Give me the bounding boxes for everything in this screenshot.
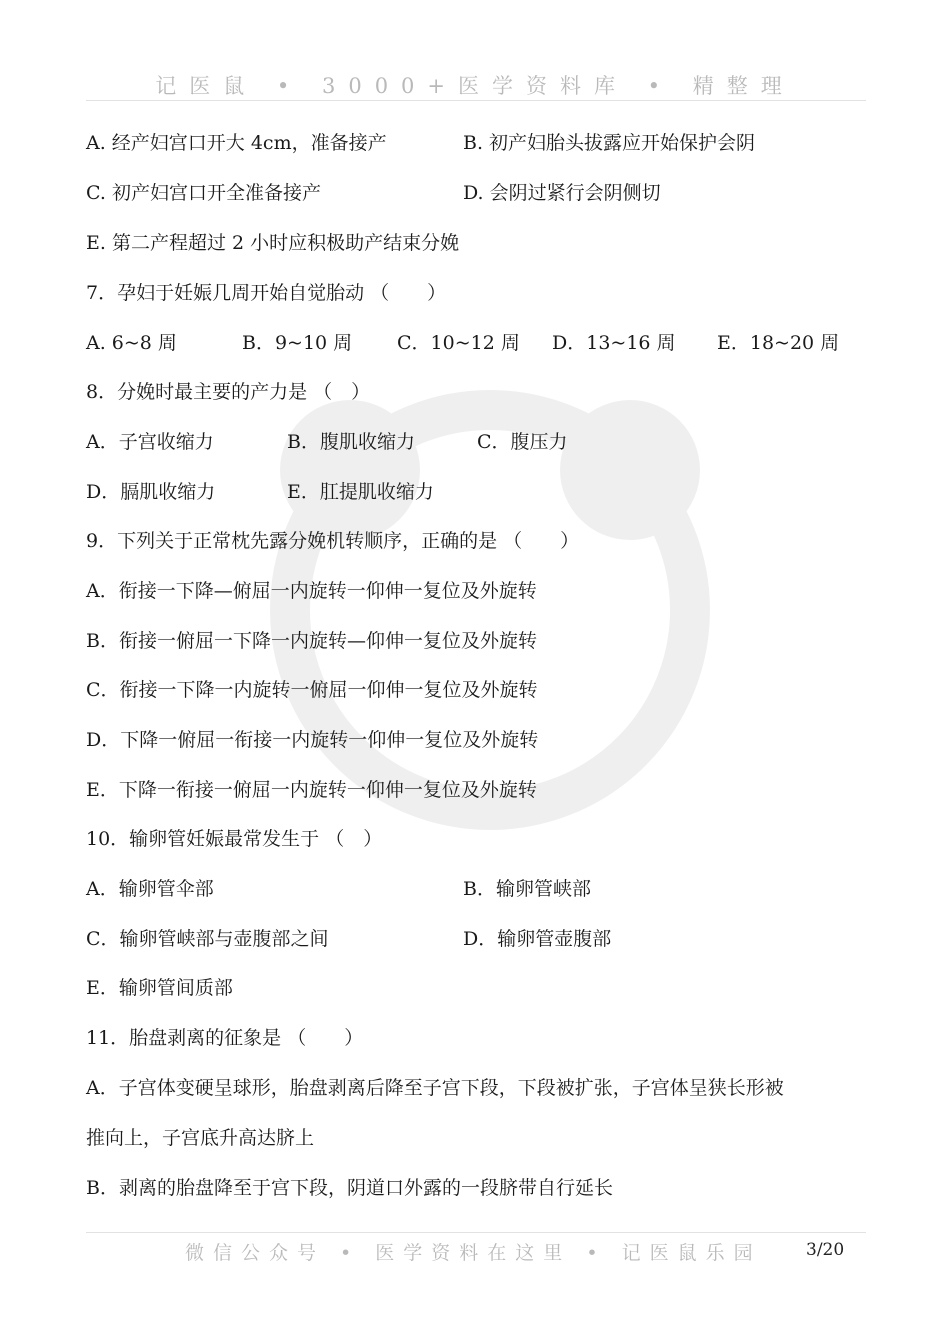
q10-option-c: C．输卵管峡部与壶腹部之间: [86, 928, 329, 950]
q9-option-e: E．下降一衔接一俯屈一内旋转一仰伸一复位及外旋转: [86, 779, 537, 801]
q10-option-a: A．输卵管伞部: [86, 878, 214, 900]
q6-option-d: D. 会阴过紧行会阴侧切: [463, 182, 661, 204]
q9-option-c: C．衔接一下降一内旋转一俯屈一仰伸一复位及外旋转: [86, 679, 538, 701]
footer-divider: [86, 1232, 866, 1233]
q10-option-b: B．输卵管峡部: [463, 878, 591, 900]
q10-question: 10．输卵管妊娠最常发生于 （ ）: [86, 828, 383, 850]
q11-option-a: A．子宫体变硬呈球形，胎盘剥离后降至子宫下段，下段被扩张，子宫体呈狭长形被: [86, 1077, 784, 1099]
q7-option-a: A. 6~8 周: [86, 332, 177, 354]
q11-question: 11．胎盘剥离的征象是 （ ）: [86, 1027, 364, 1049]
q8-question: 8．分娩时最主要的产力是 （ ）: [86, 381, 371, 403]
q10-option-d: D．输卵管壶腹部: [463, 928, 612, 950]
page-footer: 微信公众号 • 医学资料在这里 • 记医鼠乐园: [185, 1242, 762, 1264]
q7-option-e: E．18~20 周: [717, 332, 840, 354]
q6-option-c: C. 初产妇宫口开全准备接产: [86, 182, 321, 204]
q8-option-d: D．膈肌收缩力: [86, 481, 216, 503]
q8-option-e: E．肛提肌收缩力: [287, 481, 434, 503]
q9-option-b: B．衔接一俯屈一下降一内旋转—仰伸一复位及外旋转: [86, 630, 537, 652]
q10-option-e: E．输卵管间质部: [86, 977, 233, 999]
q8-option-c: C．腹压力: [477, 431, 568, 453]
q7-option-d: D．13~16 周: [552, 332, 676, 354]
q6-option-e: E. 第二产程超过 2 小时应积极助产结束分娩: [86, 232, 460, 254]
q9-option-a: A．衔接一下降—俯屈一内旋转一仰伸一复位及外旋转: [86, 580, 537, 602]
q11-option-b: B．剥离的胎盘降至于宫下段，阴道口外露的一段脐带自行延长: [86, 1177, 613, 1199]
q7-option-c: C．10~12 周: [397, 332, 520, 354]
q9-option-d: D．下降一俯屈一衔接一内旋转一仰伸一复位及外旋转: [86, 729, 539, 751]
page-header: 记医鼠 • 3000+医学资料库 • 精整理: [155, 74, 795, 98]
q11-option-a-continued: 推向上，子宫底升高达脐上: [86, 1127, 315, 1149]
q7-question: 7．孕妇于妊娠几周开始自觉胎动 （ ）: [86, 282, 447, 304]
q6-option-a: A. 经产妇宫口开大 4cm，准备接产: [86, 132, 387, 154]
q9-question: 9．下列关于正常枕先露分娩机转顺序，正确的是 （ ）: [86, 530, 580, 552]
q6-option-b: B. 初产妇胎头拔露应开始保护会阴: [463, 132, 756, 154]
header-divider: [86, 100, 866, 101]
q8-option-a: A．子宫收缩力: [86, 431, 214, 453]
q8-option-b: B．腹肌收缩力: [287, 431, 415, 453]
q7-option-b: B．9~10 周: [242, 332, 353, 354]
page-number: 3/20: [806, 1240, 845, 1260]
